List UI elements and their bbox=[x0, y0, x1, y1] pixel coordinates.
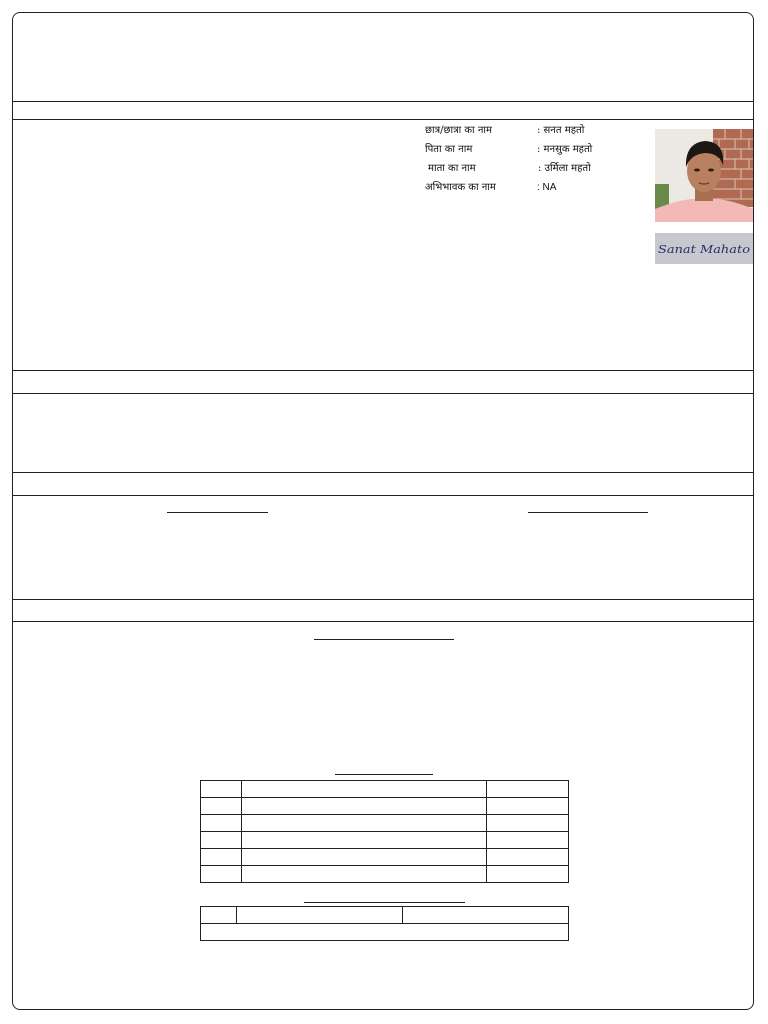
table-row bbox=[201, 866, 569, 883]
table-cell bbox=[487, 866, 569, 883]
table-cell bbox=[201, 798, 242, 815]
section-divider-4 bbox=[12, 495, 754, 496]
mother-name-label: माता का नाम bbox=[428, 163, 476, 174]
table-cell bbox=[201, 907, 237, 924]
bottom-table bbox=[200, 906, 569, 941]
table-cell bbox=[487, 832, 569, 849]
table-cell bbox=[241, 815, 486, 832]
guardian-name-value: : NA bbox=[537, 182, 557, 193]
table-cell bbox=[487, 798, 569, 815]
table-cell bbox=[241, 781, 486, 798]
table-row bbox=[201, 924, 569, 941]
table-row bbox=[201, 815, 569, 832]
table-row bbox=[201, 907, 569, 924]
signature-text: Sanat Mahato bbox=[658, 243, 751, 256]
header-divider bbox=[12, 101, 754, 102]
details-top-divider bbox=[12, 119, 754, 120]
student-photo bbox=[655, 129, 753, 222]
subjects-table bbox=[200, 780, 569, 883]
section-divider-5 bbox=[12, 599, 754, 600]
table-row bbox=[201, 832, 569, 849]
table-cell bbox=[487, 849, 569, 866]
signature-image bbox=[655, 233, 753, 264]
section-divider-6 bbox=[12, 621, 754, 622]
student-name-label: छात्र/छात्रा का नाम bbox=[425, 125, 492, 136]
table-cell bbox=[236, 907, 403, 924]
table-cell bbox=[201, 866, 242, 883]
table-cell bbox=[403, 907, 569, 924]
table-cell bbox=[241, 798, 486, 815]
left-heading-underline bbox=[167, 512, 268, 513]
table-cell bbox=[201, 832, 242, 849]
table-cell bbox=[201, 781, 242, 798]
father-name-value: : मनसुक महतो bbox=[537, 144, 593, 155]
table-cell bbox=[241, 849, 486, 866]
right-heading-underline bbox=[528, 512, 648, 513]
table-cell bbox=[487, 781, 569, 798]
table-cell bbox=[241, 866, 486, 883]
table-row bbox=[201, 781, 569, 798]
section-divider-3 bbox=[12, 472, 754, 473]
subjects-heading-underline bbox=[335, 774, 433, 775]
table-cell bbox=[241, 832, 486, 849]
mother-name-value: : उर्मिला महतो bbox=[538, 163, 591, 174]
table-row bbox=[201, 798, 569, 815]
student-name-value: : सनत महतो bbox=[537, 125, 585, 136]
instructions-heading-underline bbox=[314, 639, 454, 640]
table-cell bbox=[487, 815, 569, 832]
table-cell bbox=[201, 815, 242, 832]
table-cell bbox=[201, 924, 569, 941]
signature-drawing bbox=[655, 233, 753, 264]
section-divider-1 bbox=[12, 370, 754, 371]
father-name-label: पिता का नाम bbox=[425, 144, 473, 155]
section-divider-2 bbox=[12, 393, 754, 394]
table-cell bbox=[201, 849, 242, 866]
table-row bbox=[201, 849, 569, 866]
bottom-heading-underline bbox=[304, 902, 465, 903]
student-photo-drawing bbox=[655, 129, 753, 222]
guardian-name-label: अभिभावक का नाम bbox=[425, 182, 496, 193]
